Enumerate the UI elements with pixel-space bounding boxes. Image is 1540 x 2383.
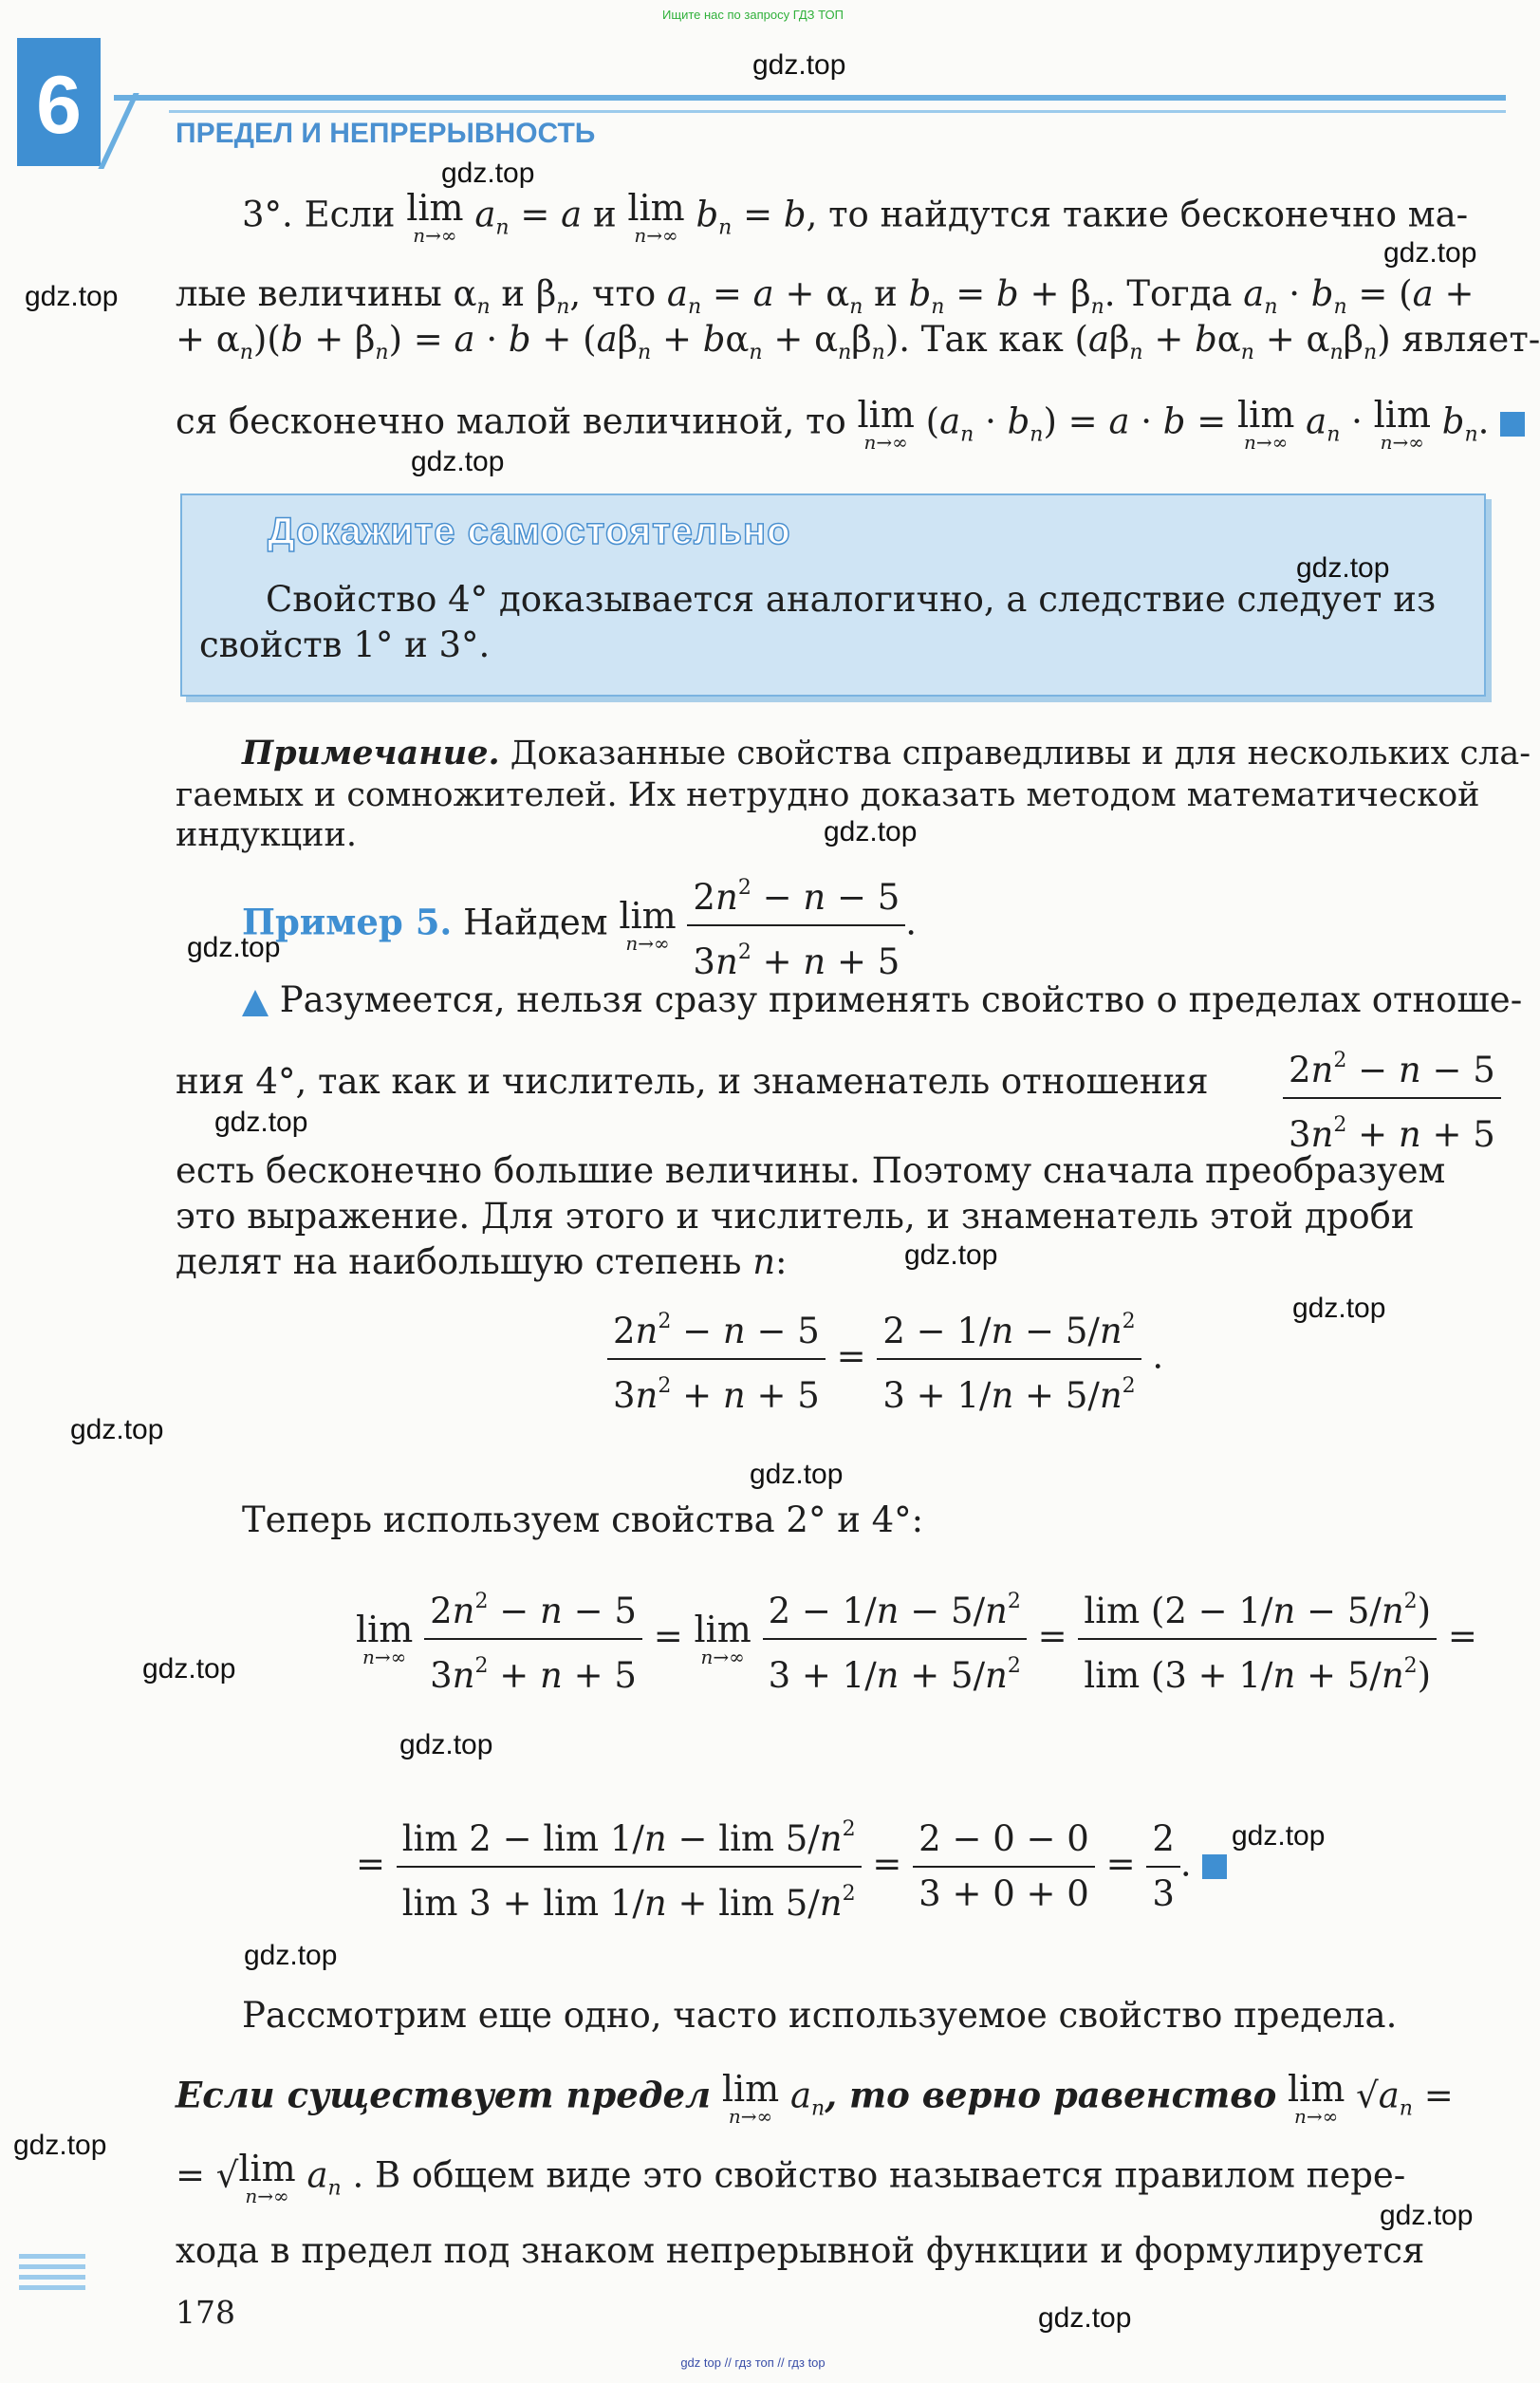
sol-line7: Рассмотрим еще одно, часто используемое свойство предела. xyxy=(242,1995,1398,2036)
watermark: gdz.top xyxy=(187,932,281,963)
lim-symbol: lim n→∞ xyxy=(406,187,464,247)
lim-symbol: lim n→∞ xyxy=(1373,394,1431,454)
lim-symbol: lim n→∞ xyxy=(857,394,915,454)
note-line1: Примечание. Доказанные свойства справедливы и для нескольких сла- xyxy=(242,734,1531,773)
watermark: gdz.top xyxy=(399,1729,493,1760)
watermark: gdz.top xyxy=(13,2130,107,2161)
watermark: gdz.top xyxy=(244,1940,338,1971)
lim-symbol: lim n→∞ xyxy=(627,187,685,247)
bottom-note: gdz top // гдз топ // гдз top xyxy=(680,2355,826,2370)
watermark: gdz.top xyxy=(441,158,535,189)
sol-line2: ния 4°, так как и числитель, и знаменатель отношения xyxy=(176,1061,1209,1102)
watermark: gdz.top xyxy=(70,1414,164,1445)
box-line1: Свойство 4° доказывается аналогично, а следствие следует из xyxy=(266,579,1437,620)
watermark: gdz.top xyxy=(1292,1293,1386,1324)
example-heading: Пример 5. Найдем lim n→∞ $\frac{2n^2 - n - 5}{3n^2 + n + 5}$ . xyxy=(242,862,917,989)
sol-line5: делят на наибольшую степень n: xyxy=(176,1241,788,1282)
top-note: Ищите нас по запросу ГДЗ ТОП xyxy=(662,8,844,22)
end-of-solution-square xyxy=(1202,1854,1227,1879)
watermark: gdz.top xyxy=(1038,2302,1132,2334)
box-line2: свойств 1° и 3°. xyxy=(199,624,491,665)
lim-symbol: lim n→∞ xyxy=(1237,394,1295,454)
section-title: ПРЕДЕЛ И НЕПРЕРЫВНОСТЬ xyxy=(176,118,596,149)
sol-line9: = √ lim n→∞ $a_n$ . В общем виде это свойство называется правилом пере- xyxy=(176,2148,1406,2207)
sol-line8: Если существует предел lim n→∞ $a_n$, то верно равенство lim n→∞ $√a_n$ = xyxy=(176,2068,1454,2128)
p1-line2: лые величины $\alpha_n$ и $\beta_n$, что $a_n = a + \alpha_n$ и $b_n = b + \beta_n$. Тогда $a_n \cdot b_n = (a$ + xyxy=(176,273,1475,319)
watermark: gdz.top xyxy=(1296,552,1390,584)
watermark: gdz.top xyxy=(25,281,119,312)
header-rule xyxy=(114,95,1506,101)
p1-line4: ся бесконечно малой величиной, то lim n→∞ $(a_n \cdot b_n) = a \cdot b$ = lim n→∞ $a_n$ · lim n→∞ $b_n$. xyxy=(176,397,1525,456)
note-line3: индукции. xyxy=(176,816,357,854)
lim-symbol: lim n→∞ xyxy=(619,895,677,955)
fraction: $\frac{2n^2 - n - 5}{3n^2 + n + 5}$ xyxy=(687,862,905,989)
watermark: gdz.top xyxy=(752,49,846,81)
watermark: gdz.top xyxy=(214,1107,308,1138)
end-of-proof-square xyxy=(1500,412,1525,437)
watermark: gdz.top xyxy=(411,446,505,477)
watermark: gdz.top xyxy=(1232,1820,1326,1852)
equation-3: = $\frac{\lim 2 - \lim 1/n - \lim 5/n^2}{\lim 3 + \lim 1/n + \lim 5/n^2}$ = $\frac{2 - 0 - 0}{3 + 0 + 0}$ = $\frac{2}{3}$ . xyxy=(356,1803,1227,1930)
watermark: gdz.top xyxy=(142,1653,236,1685)
watermark: gdz.top xyxy=(824,816,918,847)
header-slash xyxy=(98,93,139,169)
page-number: 178 xyxy=(176,2294,235,2331)
chapter-number: 6 xyxy=(36,60,82,151)
note-line2: гаемых и сомножителей. Их нетрудно доказать методом математической xyxy=(176,776,1480,814)
box-title: Докажите самостоятельно xyxy=(268,511,791,552)
sol-line1: Разумеется, нельзя сразу применять свойство о пределах отноше- xyxy=(242,979,1522,1021)
equation-1: $\frac{2n^2 - n - 5}{3n^2 + n + 5}$ = $\frac{2 - 1/n - 5/n^2}{3 + 1/n + 5/n^2}$ . xyxy=(607,1295,1163,1423)
sol-fraction: $\frac{2n^2 - n - 5}{3n^2 + n + 5}$ xyxy=(1283,1034,1501,1162)
equation-2: lim n→∞ $\frac{2n^2 - n - 5}{3n^2 + n + 5}$ = lim n→∞ $\frac{2 - 1/n - 5/n^2}{3 + 1/n + 5/n^2}$ = $\frac{\lim (2 - 1/n - 5/n^2)}{\lim (3 + 1/n + 5/n^2)}$ = xyxy=(356,1575,1477,1703)
sol-line4: это выражение. Для этого и числитель, и знаменатель этой дроби xyxy=(176,1196,1415,1237)
sol-line6: Теперь используем свойства 2° и 4°: xyxy=(242,1499,924,1540)
sol-line3: есть бесконечно большие величины. Поэтому сначала преобразуем xyxy=(176,1150,1446,1191)
watermark: gdz.top xyxy=(904,1239,998,1271)
header-rule-thin xyxy=(169,110,1506,113)
watermark: gdz.top xyxy=(1383,237,1477,269)
p1-line3: + $\alpha_n)(b + \beta_n) = a \cdot b + (a\beta_n + b\alpha_n + \alpha_n\beta_n)$. Так как $(a\beta_n + b\alpha_n + \alpha_n\beta_n)$ являет- xyxy=(176,319,1540,364)
p1-line1: 3°. Если lim n→∞ $a_n = a$ и lim n→∞ $b_n = b$, то найдутся такие бесконечно ма- xyxy=(242,187,1469,247)
watermark: gdz.top xyxy=(1380,2200,1474,2231)
solution-start-triangle xyxy=(242,990,269,1016)
sol-line10: хода в предел под знаком непрерывной функции и формулируется xyxy=(176,2230,1425,2271)
margin-decoration xyxy=(19,2254,85,2311)
watermark: gdz.top xyxy=(750,1459,844,1490)
